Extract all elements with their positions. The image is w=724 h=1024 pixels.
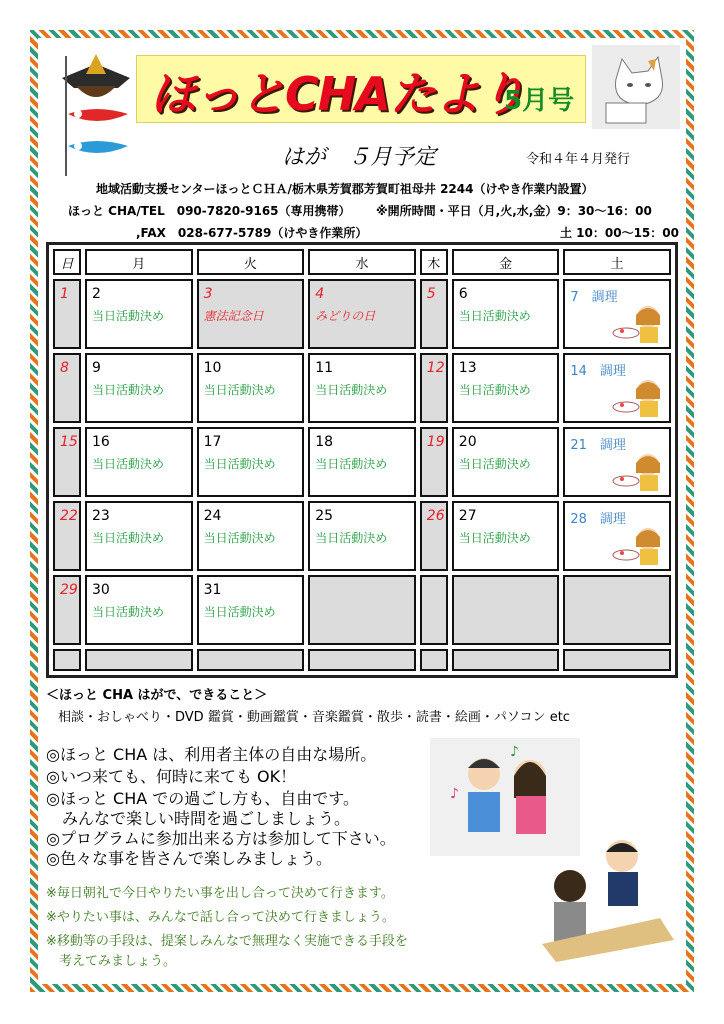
hours-weekday: ※開所時間・平日（月,火,水,金）9：30～16：00 bbox=[376, 204, 652, 218]
day-number: 18 bbox=[315, 434, 334, 450]
day-number: 11 bbox=[315, 360, 334, 376]
calendar-day-cell bbox=[197, 501, 305, 571]
calendar-week-row bbox=[53, 279, 671, 349]
calendar-day-cell bbox=[420, 427, 448, 497]
calendar-day-cell bbox=[53, 279, 81, 349]
day-event: 憲法記念日 bbox=[203, 309, 264, 323]
cooking-girl-icon bbox=[612, 525, 666, 567]
cooking-girl-icon bbox=[612, 303, 666, 345]
calendar-day-cell bbox=[308, 575, 416, 645]
day-event: 当日活動決め bbox=[203, 531, 276, 545]
cat-illustration bbox=[592, 45, 680, 129]
fax-line: ,FAX 028-677-5789（けやき作業所） bbox=[136, 226, 368, 240]
calendar-week-row bbox=[53, 501, 671, 571]
header-thu: 木 bbox=[420, 249, 448, 275]
spacer-cell bbox=[420, 649, 448, 671]
spacer-cell bbox=[85, 649, 193, 671]
calendar-day-cell bbox=[197, 575, 305, 645]
note-3b: 考えてみましょう。 bbox=[46, 954, 177, 969]
spacer-cell bbox=[563, 649, 671, 671]
bullet-3: ◎ほっと CHA での過ごし方も、自由です。 bbox=[46, 789, 360, 808]
calendar-day-cell bbox=[308, 353, 416, 423]
day-event: 当日活動決め bbox=[458, 531, 531, 545]
calendar-week-row bbox=[53, 575, 671, 645]
calendar-day-cell bbox=[452, 353, 560, 423]
day-number: 9 bbox=[92, 360, 101, 376]
day-event: 当日活動決め bbox=[92, 531, 165, 545]
calendar-day-cell bbox=[452, 279, 560, 349]
day-number: 15 bbox=[60, 434, 78, 450]
day-event: 当日活動決め bbox=[315, 457, 388, 471]
calendar-day-cell bbox=[53, 427, 81, 497]
day-number: 3 bbox=[203, 286, 213, 302]
day-number: 25 bbox=[315, 508, 334, 524]
calendar-day-cell bbox=[85, 353, 193, 423]
day-event: 当日活動決め bbox=[92, 309, 165, 323]
day-number: 20 bbox=[458, 434, 477, 450]
newsletter-title: ほっとCHAたより bbox=[150, 67, 525, 121]
calendar-day-cell bbox=[420, 279, 448, 349]
day-number: 27 bbox=[458, 508, 477, 524]
day-event: 当日活動決め bbox=[203, 383, 276, 397]
note-2: ※やりたい事は、みんなで話し合って決めて行きましょう。 bbox=[46, 910, 395, 925]
saturday-event: 21 調理 bbox=[570, 438, 626, 453]
calendar-day-cell bbox=[563, 279, 671, 349]
calendar-day-cell bbox=[563, 353, 671, 423]
spacer-cell bbox=[197, 649, 305, 671]
calendar-day-cell bbox=[452, 501, 560, 571]
activities-title: ＜ほっと CHA はがで、できること＞ bbox=[46, 688, 268, 703]
day-event: 当日活動決め bbox=[315, 531, 388, 545]
day-event: みどりの日 bbox=[315, 309, 376, 323]
calendar-day-cell bbox=[197, 279, 305, 349]
calendar-day-cell bbox=[85, 279, 193, 349]
note-3: ※移動等の手段は、提案しみんなで無理なく実施できる手段を bbox=[46, 934, 408, 949]
day-number: 22 bbox=[60, 508, 78, 524]
bullet-1: ◎ほっと CHA は、利用者主体の自由な場所。 bbox=[46, 745, 377, 764]
day-event: 当日活動決め bbox=[458, 457, 531, 471]
day-event: 当日活動決め bbox=[92, 605, 165, 619]
header-sun: 日 bbox=[53, 249, 81, 275]
note-1: ※毎日朝礼で今日やりたい事を出し合って決めて行きます。 bbox=[46, 886, 394, 901]
saturday-event: 14 調理 bbox=[570, 364, 626, 379]
day-event: 当日活動決め bbox=[203, 605, 276, 619]
meeting-illustration bbox=[540, 834, 674, 962]
day-number: 1 bbox=[60, 286, 69, 302]
day-number: 5 bbox=[426, 286, 436, 302]
calendar-day-cell bbox=[420, 501, 448, 571]
day-number: 17 bbox=[203, 434, 222, 450]
day-number: 10 bbox=[203, 360, 222, 376]
day-number: 13 bbox=[458, 360, 477, 376]
day-number: 6 bbox=[458, 286, 468, 302]
day-number: 29 bbox=[60, 582, 78, 598]
kabuto-koinobori-icon bbox=[56, 52, 136, 176]
day-number: 2 bbox=[92, 286, 101, 302]
day-event: 当日活動決め bbox=[92, 383, 165, 397]
bullet-3b: みんなで楽しい時間を過ごしましょう。 bbox=[46, 809, 351, 828]
day-number: 31 bbox=[203, 582, 222, 598]
header-mon: 月 bbox=[85, 249, 193, 275]
day-event: 当日活動決め bbox=[92, 457, 165, 471]
day-event: 当日活動決め bbox=[315, 383, 388, 397]
calendar-day-cell bbox=[563, 427, 671, 497]
calendar-day-cell bbox=[563, 501, 671, 571]
cooking-girl-icon bbox=[612, 451, 666, 493]
day-number: 26 bbox=[426, 508, 445, 524]
calendar-day-cell bbox=[563, 575, 671, 645]
calendar-day-cell bbox=[85, 427, 193, 497]
calendar-day-cell bbox=[197, 427, 305, 497]
calendar-day-cell bbox=[53, 575, 81, 645]
day-event: 当日活動決め bbox=[458, 309, 531, 323]
hours-saturday: 土 10：00～15：00 bbox=[560, 226, 679, 240]
calendar-day-cell bbox=[452, 427, 560, 497]
svg-text:♪: ♪ bbox=[510, 744, 519, 760]
day-number: 24 bbox=[203, 508, 222, 524]
header-sat: 土 bbox=[563, 249, 671, 275]
header-fri: 金 bbox=[452, 249, 560, 275]
bullet-4: ◎プログラムに参加出来る方は参加して下さい。 bbox=[46, 829, 396, 848]
activities-list: 相談・おしゃべり・DVD 鑑賞・動画鑑賞・音楽鑑賞・散歩・読書・絵画・パソコン etc bbox=[58, 710, 570, 725]
day-event: 当日活動決め bbox=[458, 383, 531, 397]
spacer-cell bbox=[53, 649, 81, 671]
calendar-day-cell bbox=[85, 501, 193, 571]
spacer-cell bbox=[308, 649, 416, 671]
calendar-day-cell bbox=[53, 353, 81, 423]
calendar-day-cell bbox=[85, 575, 193, 645]
calendar-day-cell bbox=[452, 575, 560, 645]
day-number: 8 bbox=[60, 360, 69, 376]
header-tue: 火 bbox=[197, 249, 305, 275]
day-number: 30 bbox=[92, 582, 110, 598]
calendar-day-cell bbox=[308, 427, 416, 497]
day-number: 19 bbox=[426, 434, 445, 450]
calendar-day-cell bbox=[308, 501, 416, 571]
saturday-event: 7 調理 bbox=[570, 290, 618, 305]
cooking-girl-icon bbox=[612, 377, 666, 419]
calendar-table bbox=[46, 242, 678, 678]
day-event: 当日活動決め bbox=[203, 457, 276, 471]
calendar-day-cell bbox=[420, 575, 448, 645]
day-number: 23 bbox=[92, 508, 110, 524]
phone-line: ほっと CHA/TEL 090-7820-9165（専用携帯） bbox=[68, 204, 351, 218]
issue-label: 5月号 bbox=[504, 86, 575, 116]
day-number: 12 bbox=[426, 360, 445, 376]
calendar-day-cell bbox=[53, 501, 81, 571]
saturday-event: 28 調理 bbox=[570, 512, 626, 527]
schedule-subtitle: はが ５月予定 bbox=[282, 145, 437, 170]
calendar-day-cell bbox=[197, 353, 305, 423]
header-wed: 水 bbox=[308, 249, 416, 275]
day-number: 4 bbox=[315, 286, 325, 302]
bullet-2: ◎いつ来ても、何時に来ても OK！ bbox=[46, 767, 297, 786]
calendar-day-cell bbox=[420, 353, 448, 423]
day-number: 16 bbox=[92, 434, 110, 450]
issue-date: 令和４年４月発行 bbox=[526, 152, 631, 167]
calendar-week-row bbox=[53, 353, 671, 423]
spacer-cell bbox=[452, 649, 560, 671]
calendar-header-row bbox=[53, 249, 671, 275]
calendar-week-row bbox=[53, 427, 671, 497]
svg-text:♪: ♪ bbox=[450, 786, 459, 802]
address-line: 地域活動支援センターほっとＣＨＡ/栃木県芳賀郡芳賀町祖母井 2244（けやき作業内設置） bbox=[96, 182, 594, 196]
calendar-spacer-row bbox=[53, 649, 671, 671]
bullet-5: ◎色々な事を皆さんで楽しみましょう。 bbox=[46, 849, 332, 868]
calendar-day-cell bbox=[308, 279, 416, 349]
